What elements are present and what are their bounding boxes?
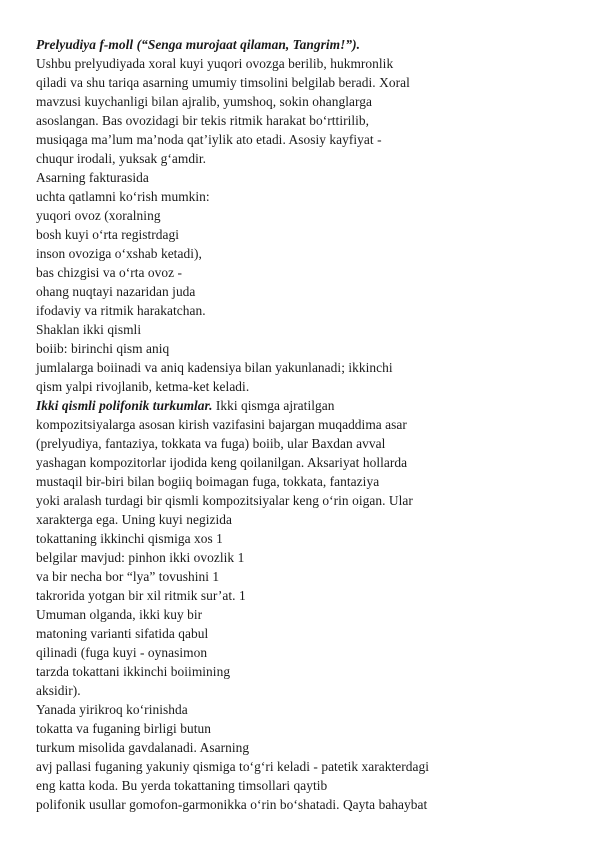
text-line: [36, 206, 592, 225]
text-line: [36, 491, 592, 510]
body-run: qiladi va shu tariqa asarning umumiy timsolini belgilab beradi. Xoral: [36, 75, 410, 90]
body-run: yuqori ovoz (xoralning: [36, 208, 161, 223]
body-run: avj pallasi fuganing yakuniy qismiga to‘g‘ri keladi - patetik xarakterdagi: [36, 759, 430, 774]
text-line: [36, 605, 592, 624]
text-line: [36, 510, 592, 529]
text-line: [36, 92, 592, 111]
text-line: [36, 586, 592, 605]
text-line: [36, 719, 592, 738]
body-run: uchta qatlamni ko‘rish mumkin:: [36, 189, 210, 204]
body-run: Ikki qismga ajratilgan: [212, 398, 335, 413]
body-run: Asarning fakturasida: [36, 170, 149, 185]
body-run: va bir necha bor “lya” tovushini 1: [36, 569, 220, 584]
body-run: ifodaviy va ritmik harakatchan.: [36, 303, 206, 318]
text-line: [36, 415, 592, 434]
text-line: [36, 662, 592, 681]
body-run: aksidir).: [36, 683, 81, 698]
body-run: xarakterga ega. Uning kuyi negizida: [36, 512, 232, 527]
text-line: [36, 149, 592, 168]
body-run: mustaqil bir-biri bilan bogiiq boimagan fuga, tokkata, fantaziya: [36, 474, 380, 489]
text-line: [36, 700, 592, 719]
text-line: [36, 396, 592, 415]
text-line: [36, 776, 592, 795]
body-run: bas chizgisi va o‘rta ovoz -: [36, 265, 183, 280]
body-run: yoki aralash turdagi bir qismli kompozitsiyalar keng o‘rin oigan. Ular: [36, 493, 413, 508]
text-line: [36, 263, 592, 282]
body-run: (prelyudiya, fantaziya, tokkata va fuga) boiib, ular Baxdan avval: [36, 436, 386, 451]
body-run: polifonik usullar gomofon-garmonikka o‘rin bo‘shatadi. Qayta bahaybat: [36, 797, 428, 812]
text-line: [36, 168, 592, 187]
text-line: [36, 681, 592, 700]
text-line: [36, 73, 592, 92]
text-line: [36, 472, 592, 491]
body-run: Umuman olganda, ikki kuy bir: [36, 607, 203, 622]
text-line: [36, 643, 592, 662]
text-line: [36, 567, 592, 586]
text-line: [36, 339, 592, 358]
body-run: tarzda tokattani ikkinchi boiimining: [36, 664, 231, 679]
body-run: inson ovoziga o‘xshab ketadi),: [36, 246, 202, 261]
text-line: [36, 301, 592, 320]
body-run: turkum misolida gavdalanadi. Asarning: [36, 740, 250, 755]
text-line: [36, 111, 592, 130]
body-text: [36, 35, 592, 814]
text-line: [36, 377, 592, 396]
body-run: eng katta koda. Bu yerda tokattaning timsollari qaytib: [36, 778, 328, 793]
body-run: ohang nuqtayi nazaridan juda: [36, 284, 196, 299]
body-run: Shaklan ikki qismli: [36, 322, 142, 337]
text-line: [36, 358, 592, 377]
text-line: [36, 244, 592, 263]
body-run: belgilar mavjud: pinhon ikki ovozlik 1: [36, 550, 245, 565]
body-run: bosh kuyi o‘rta registrdagi: [36, 227, 180, 242]
text-line: [36, 548, 592, 567]
text-line: [36, 624, 592, 643]
body-run: chuqur irodali, yuksak g‘amdir.: [36, 151, 207, 166]
text-line: [36, 225, 592, 244]
text-line: [36, 320, 592, 339]
body-run: tokattaning ikkinchi qismiga xos 1: [36, 531, 223, 546]
heading-run: Ikki qismli polifonik turkumlar.: [36, 398, 213, 413]
text-line: [36, 282, 592, 301]
body-run: matoning varianti sifatida qabul: [36, 626, 209, 641]
body-run: tokatta va fuganing birligi butun: [36, 721, 211, 736]
heading-run: Prelyudiya f-moll (“Senga murojaat qilaman, Tangrim!”).: [36, 37, 361, 52]
text-line: [36, 453, 592, 472]
text-line: [36, 795, 592, 814]
body-run: Ushbu prelyudiyada xoral kuyi yuqori ovozga berilib, hukmronlik: [36, 56, 394, 71]
text-line: [36, 738, 592, 757]
body-run: takrorida yotgan bir xil ritmik sur’at. 1: [36, 588, 246, 603]
text-line: [36, 35, 592, 54]
body-run: qilinadi (fuga kuyi - oynasimon: [36, 645, 208, 660]
body-run: jumlalarga boiinadi va aniq kadensiya bilan yakunlanadi; ikkinchi: [36, 360, 393, 375]
body-run: kompozitsiyalarga asosan kirish vazifasini bajargan muqaddima asar: [36, 417, 407, 432]
body-run: Yanada yirikroq ko‘rinishda: [36, 702, 188, 717]
body-run: yashagan kompozitorlar ijodida keng qoilanilgan. Aksariyat hollarda: [36, 455, 408, 470]
body-run: qism yalpi rivojlanib, ketma-ket keladi.: [36, 379, 250, 394]
body-run: musiqaga ma’lum ma’noda qat’iylik ato etadi. Asosiy kayfiyat -: [36, 132, 382, 147]
body-run: asoslangan. Bas ovozidagi bir tekis ritmik harakat bo‘rttirilib,: [36, 113, 370, 128]
text-line: [36, 54, 592, 73]
text-line: [36, 130, 592, 149]
text-line: [36, 757, 592, 776]
text-line: [36, 187, 592, 206]
text-line: [36, 434, 592, 453]
text-line: [36, 529, 592, 548]
body-run: boiib: birinchi qism aniq: [36, 341, 170, 356]
body-run: mavzusi kuychanligi bilan ajralib, yumshoq, sokin ohanglarga: [36, 94, 372, 109]
